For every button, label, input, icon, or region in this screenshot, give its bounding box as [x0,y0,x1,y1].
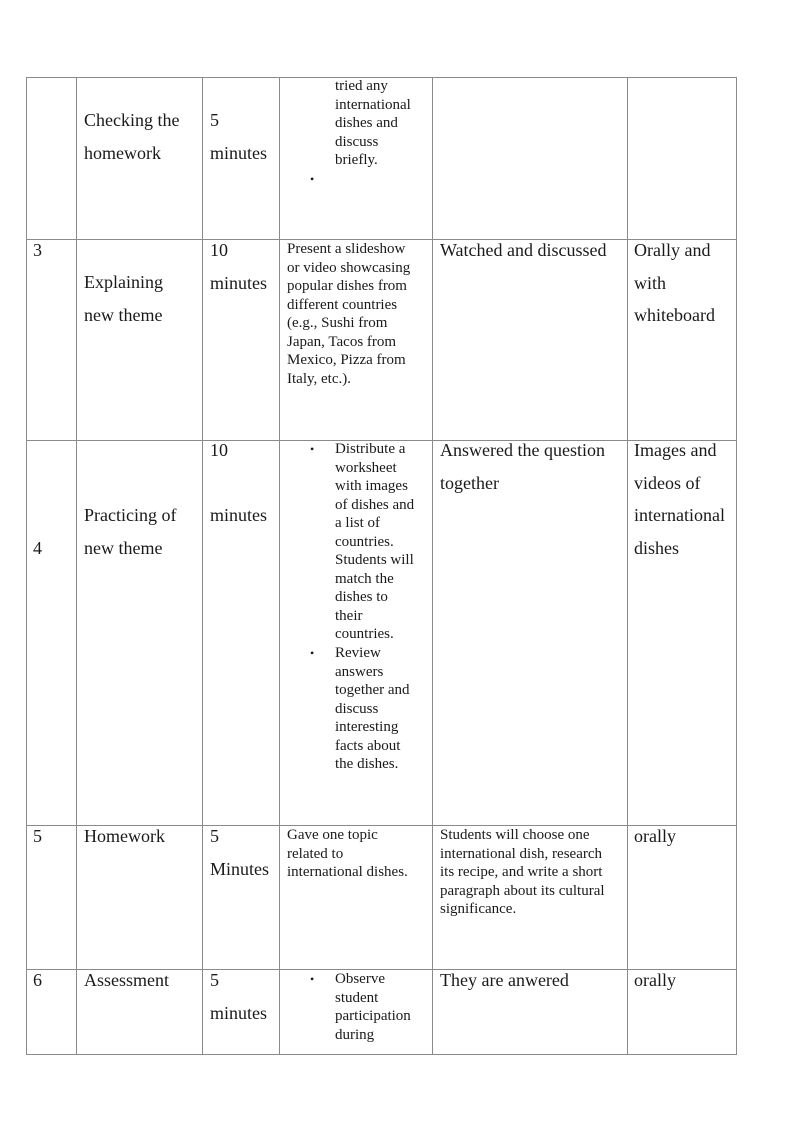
resources-cell [634,964,676,997]
student-activity-cell [440,964,569,997]
stage-cell [84,820,165,853]
time-unit: minutes [210,272,267,293]
bullet-icon: • [310,646,315,660]
row-number: 4 [33,538,42,558]
resources-text: international [634,505,725,525]
activity-line: dishes to [335,589,388,605]
activity-line: international [335,96,411,113]
time-cell [210,434,267,532]
activity-line: Mexico, Pizza from [287,352,406,368]
time-cell [210,104,267,169]
student-activity-text: paragraph about its cultural [440,882,605,899]
stage-text: Assessment [84,970,169,990]
teacher-activity-cell [335,77,411,170]
bullet-icon: • [310,172,315,186]
column-divider [76,77,77,1055]
teacher-activity-cell [287,240,410,388]
teacher-activity-cell [287,826,408,882]
activity-line: briefly. [335,152,378,168]
activity-line: dishes and [335,115,398,131]
stage-cell [84,266,163,331]
table-border-bottom [26,1054,737,1055]
activity-line: the dishes. [335,756,399,772]
activity-line: during [335,1026,375,1043]
stage-text: homework [84,142,161,163]
stage-text: new theme [84,537,163,558]
activity-line: (e.g., Sushi from [287,315,388,331]
time-cell [210,964,267,1029]
activity-line: match the [335,570,394,587]
column-divider [202,77,203,1055]
activity-line: countries. [335,626,394,642]
stage-text: Homework [84,826,165,846]
teacher-activity-bullet [335,970,411,1044]
student-activity-cell [440,234,607,267]
stage-cell [84,499,176,564]
bullet-icon: • [310,442,315,456]
student-activity-text: together [440,472,499,493]
activity-line: or video showcasing [287,259,411,276]
row-number: 3 [33,240,42,260]
time-unit: minutes [210,1002,267,1023]
activity-line: together and [335,682,410,698]
resources-cell [634,434,725,564]
stage-cell [84,964,169,997]
activity-line: Students will [335,552,414,568]
resources-text: dishes [634,537,679,558]
student-activity-text: Answered the question [440,440,605,460]
resources-text: with [634,272,667,293]
time-unit: Minutes [210,858,270,879]
activity-line: of dishes and [335,496,415,513]
column-divider [627,77,628,1055]
row-number: 5 [33,826,42,846]
activity-line: with images [335,478,408,494]
stage-text: Practicing of [84,505,177,525]
resources-cell [634,234,715,332]
student-activity-text: Students will choose one [440,827,590,843]
stage-text: Checking the [84,110,180,130]
activity-line: Distribute a [335,441,406,457]
activity-line: international dishes. [287,864,408,880]
teacher-activity-bullet [335,644,410,774]
activity-line: tried any [335,78,388,94]
activity-line: Review [335,645,381,661]
student-activity-cell [440,826,605,919]
activity-line: Italy, etc.). [287,370,351,387]
activity-line: discuss [335,700,379,717]
resources-text: whiteboard [634,305,715,325]
activity-line: a list of [335,515,380,531]
time-value: 10 [210,440,228,460]
resources-text: Orally and [634,240,711,260]
time-unit: minutes [210,142,267,163]
table-border-right [736,77,737,1055]
resources-text: orally [634,970,676,990]
activity-line: worksheet [335,459,397,476]
student-activity-text: significance. [440,901,517,917]
activity-line: Observe [335,971,385,987]
column-divider [432,77,433,1055]
stage-text: new theme [84,304,163,325]
activity-line: student [335,989,379,1006]
student-activity-text: international dish, research [440,845,603,862]
activity-line: countries. [335,533,394,550]
bullet-icon: • [310,972,315,986]
time-cell [210,820,269,885]
activity-line: participation [335,1008,411,1024]
time-value: 10 [210,240,228,260]
activity-line: answers [335,663,384,680]
time-unit: minutes [210,505,267,525]
activity-line: Gave one topic [287,827,378,843]
resources-text: Images and [634,440,717,460]
table-border-left [26,77,27,1055]
resources-text: videos of [634,472,701,493]
time-cell [210,234,267,299]
student-activity-text: its recipe, and write a short [440,864,603,880]
activity-line: related to [287,845,344,862]
column-divider [279,77,280,1055]
activity-line: popular dishes from [287,278,407,294]
student-activity-text: Watched and discussed [440,240,607,260]
activity-line: Japan, Tacos from [287,333,397,350]
teacher-activity-bullet [335,440,414,644]
activity-line: their [335,607,363,624]
activity-line: interesting [335,719,399,735]
student-activity-cell [440,434,605,499]
activity-line: facts about [335,737,401,754]
time-value: 5 [210,110,219,130]
time-value: 5 [210,970,219,990]
stage-cell [84,104,179,169]
activity-line: Present a slideshow [287,241,406,257]
activity-line: discuss [335,133,379,150]
resources-text: orally [634,826,676,846]
time-value: 5 [210,826,219,846]
stage-text: Explaining [84,272,163,292]
resources-cell [634,820,676,853]
row-number: 6 [33,970,42,990]
activity-line: different countries [287,296,398,313]
student-activity-text: They are anwered [440,970,569,990]
